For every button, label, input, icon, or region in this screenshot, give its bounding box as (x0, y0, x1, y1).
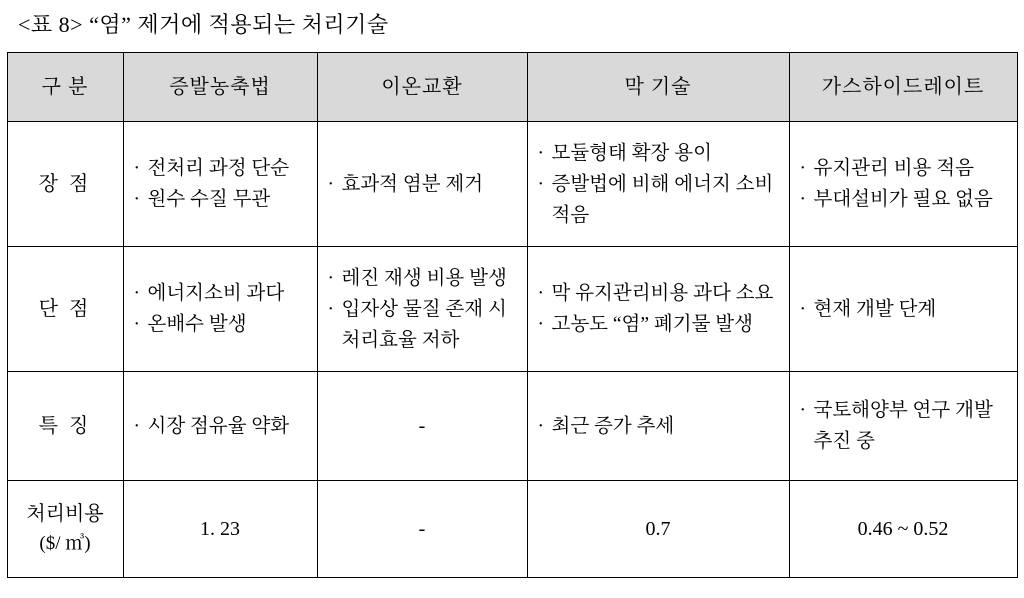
bullet-list (536, 411, 781, 442)
cell-features-ion-exchange (317, 372, 527, 481)
list-item: · 효과적 염분 제거 (326, 169, 519, 200)
bullet-list (536, 278, 781, 340)
table-row (7, 122, 1017, 247)
table-row (7, 481, 1017, 578)
bullet-list (326, 263, 519, 356)
value-text: 1. 23 (200, 518, 240, 540)
bullet-list (798, 153, 1009, 215)
column-header-membrane: 막 기술 (527, 53, 789, 122)
bullet-list (132, 411, 309, 442)
cell-cost-ion-exchange (317, 481, 527, 578)
column-header-evaporation: 증발농축법 (123, 53, 317, 122)
cell-advantages-membrane (527, 122, 789, 247)
list-item: · 고농도 “염” 폐기물 발생 (536, 309, 781, 340)
bullet-list (326, 169, 519, 200)
table-header (7, 53, 1017, 122)
row-label-unit: ($/ ㎥) (39, 533, 91, 554)
list-item: · 시장 점유율 약화 (132, 411, 309, 442)
table-row (7, 372, 1017, 481)
cell-cost-membrane (527, 481, 789, 578)
cell-features-gas-hydrate (789, 372, 1017, 481)
bullet-list (536, 138, 781, 231)
list-item: · 증발법에 비해 에너지 소비 적음 (536, 169, 781, 231)
cell-advantages-gas-hydrate (789, 122, 1017, 247)
column-header-gas-hydrate: 가스하이드레이트 (789, 53, 1017, 122)
column-header-category: 구 분 (7, 53, 123, 122)
bullet-list (798, 294, 1009, 325)
column-header-ion-exchange: 이온교환 (317, 53, 527, 122)
row-label-features: 특 징 (7, 372, 123, 481)
value-text: - (418, 415, 426, 437)
table-header-row (7, 53, 1017, 122)
list-item: · 유지관리 비용 적음 (798, 153, 1009, 184)
list-item: · 입자상 물질 존재 시 처리효율 저하 (326, 294, 519, 356)
list-item: · 최근 증가 추세 (536, 411, 781, 442)
list-item: · 온배수 발생 (132, 309, 309, 340)
row-label-treatment-cost (7, 481, 123, 578)
table-row (7, 247, 1017, 372)
list-item: · 원수 수질 무관 (132, 184, 309, 215)
treatment-technology-table (7, 52, 1018, 578)
list-item: · 전처리 과정 단순 (132, 153, 309, 184)
value-text: 0.7 (645, 518, 671, 540)
table-caption: <표 8> “염” 제거에 적용되는 처리기술 (18, 12, 389, 37)
list-item: · 막 유지관리비용 과다 소요 (536, 278, 781, 309)
list-item: · 현재 개발 단계 (798, 294, 1009, 325)
cell-advantages-evaporation (123, 122, 317, 247)
bullet-list (132, 278, 309, 340)
list-item: · 국토해양부 연구 개발 추진 중 (798, 395, 1009, 457)
table-body (7, 122, 1017, 578)
cell-disadvantages-gas-hydrate (789, 247, 1017, 372)
cell-features-evaporation (123, 372, 317, 481)
cell-features-membrane (527, 372, 789, 481)
bullet-list (798, 395, 1009, 457)
list-item: · 모듈형태 확장 용이 (536, 138, 781, 169)
list-item: · 에너지소비 과다 (132, 278, 309, 309)
row-label-advantages: 장 점 (7, 122, 123, 247)
row-label-disadvantages: 단 점 (7, 247, 123, 372)
list-item: · 레진 재생 비용 발생 (326, 263, 519, 294)
cell-cost-evaporation (123, 481, 317, 578)
value-text: 0.46 ~ 0.52 (857, 518, 949, 540)
cell-disadvantages-membrane (527, 247, 789, 372)
cell-disadvantages-evaporation (123, 247, 317, 372)
cell-cost-gas-hydrate (789, 481, 1017, 578)
cell-disadvantages-ion-exchange (317, 247, 527, 372)
value-text: - (418, 518, 426, 540)
bullet-list (132, 153, 309, 215)
list-item: · 부대설비가 필요 없음 (798, 184, 1009, 215)
cell-advantages-ion-exchange (317, 122, 527, 247)
row-label-text: 처리비용 (26, 503, 104, 525)
